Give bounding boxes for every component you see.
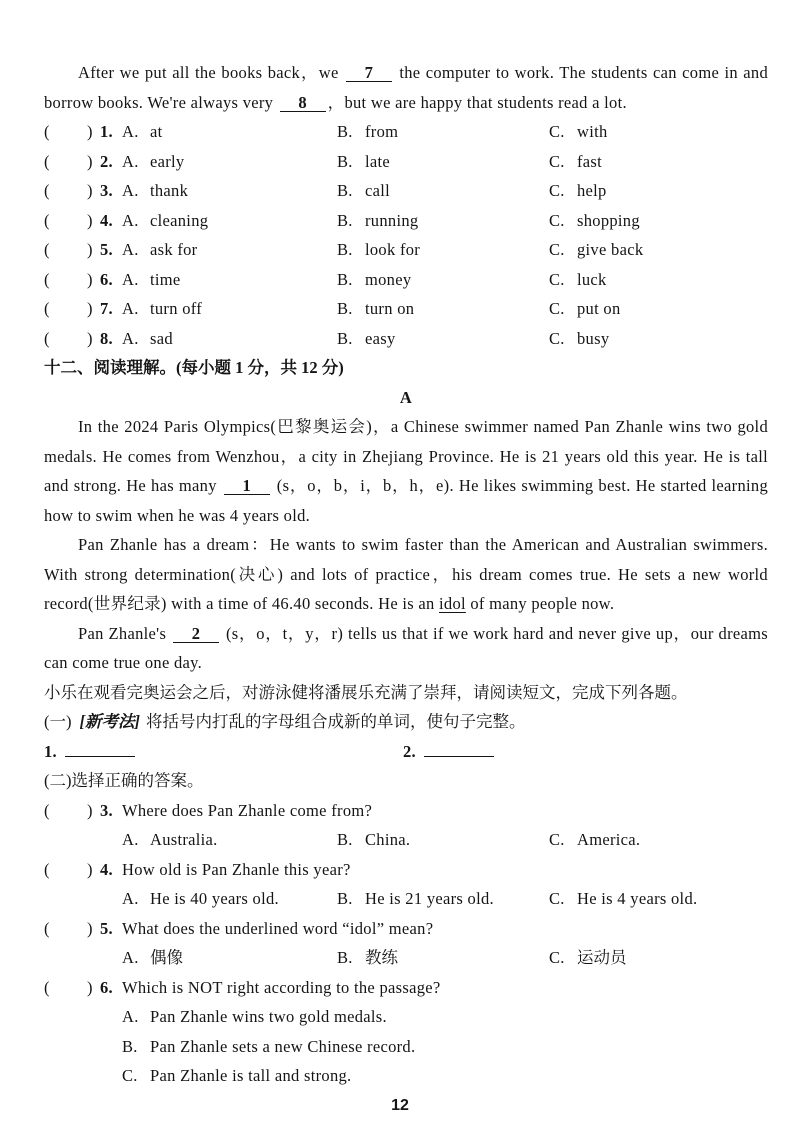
option-b-text: 教练 [365, 948, 398, 967]
answer-paren-close: ) [87, 977, 93, 997]
option-c-text: shopping [577, 210, 640, 230]
answer-paren-open: ( [44, 122, 50, 141]
option-b-label: B. [337, 328, 353, 348]
reading-question-4 [44, 855, 768, 885]
answer-paren-close: ) [87, 240, 93, 259]
option-a-label: A. [122, 122, 139, 141]
passage-paragraph-2 [44, 530, 768, 619]
option-b-label: B. [337, 269, 353, 289]
option-b [337, 206, 418, 236]
option-b-label: B. [337, 240, 353, 259]
option-c-label: C. [549, 889, 565, 908]
option-c-text: fast [577, 151, 603, 171]
option-b-label: B. [122, 1036, 138, 1056]
cloze-question-row-2 [44, 147, 768, 177]
question-number: 6. [100, 269, 113, 289]
reading-question-5-options [44, 943, 768, 973]
answer-paren-open: ( [44, 210, 50, 230]
question-text: What does the underlined word “idol” mean? [122, 918, 434, 938]
question-number: 3. [100, 181, 113, 200]
question-number: 4. [100, 210, 113, 230]
answer-paren-close: ) [87, 151, 93, 171]
cloze-paragraph [44, 58, 768, 117]
blank-1: 1 [224, 477, 270, 495]
option-a [122, 117, 163, 147]
option-c [549, 943, 627, 973]
option-a [122, 206, 208, 236]
reading-question-4-options [44, 884, 768, 914]
passage-label: A [399, 387, 413, 407]
option-b [337, 235, 420, 265]
option-a-label: A. [122, 830, 139, 849]
option-a-label: A. [122, 328, 139, 348]
answer-1-number: 1. [44, 741, 57, 761]
option-b [337, 147, 390, 177]
section-heading: 十二、阅读理解。(每小题 1 分，共 12 分) [44, 358, 344, 377]
option-a-text: 偶像 [150, 948, 183, 967]
option-b-label: B. [337, 151, 353, 171]
cloze-question-row-4 [44, 206, 768, 236]
option-a-text: early [150, 151, 185, 171]
option-b-text: easy [365, 328, 396, 348]
option-a-label: A. [122, 948, 139, 967]
option-b-label: B. [337, 299, 353, 318]
answer-2-line [424, 739, 494, 757]
option-c [549, 117, 608, 147]
option-c-label: C. [549, 181, 565, 200]
blank-7: 7 [346, 64, 392, 82]
option-c-label: C. [549, 328, 565, 348]
answer-paren-open: ( [44, 328, 50, 348]
option-c-text: Pan Zhanle is tall and strong. [150, 1066, 352, 1085]
reading-question-6-option-c [44, 1061, 768, 1091]
cloze-text: After we put all the books back，we [78, 63, 344, 82]
answer-paren-close: ) [87, 122, 93, 141]
option-c [549, 147, 602, 177]
option-c-text: busy [577, 328, 610, 348]
part-1-instruction: 将括号内打乱的字母组合成新的单词，使句子完整。 [146, 712, 526, 731]
option-c-label: C. [549, 269, 565, 289]
option-b-text: running [365, 210, 419, 230]
reading-question-6-option-a [44, 1002, 768, 1032]
answer-paren-open: ( [44, 151, 50, 171]
option-c-text: give back [577, 240, 644, 259]
option-c-label: C. [549, 210, 565, 230]
option-b [337, 117, 398, 147]
page-number: 12 [391, 1097, 409, 1114]
answer-paren-open: ( [44, 859, 50, 879]
option-a-label: A. [122, 181, 139, 200]
option-a [122, 176, 188, 206]
option-a-label: A. [122, 889, 139, 908]
option-a-label: A. [122, 210, 139, 230]
option-c [549, 265, 607, 295]
option-b-text: from [365, 122, 399, 141]
option-b [337, 884, 494, 914]
option-a [122, 1002, 387, 1032]
question-number: 3. [100, 800, 113, 820]
option-a [122, 324, 173, 354]
option-b-text: late [365, 151, 391, 171]
option-b-label: B. [337, 948, 353, 967]
answer-paren-open: ( [44, 181, 50, 200]
answer-1-line [65, 739, 135, 757]
option-a-text: turn off [150, 299, 203, 318]
question-number: 7. [100, 299, 113, 318]
option-a [122, 825, 218, 855]
option-c-label: C. [122, 1066, 138, 1085]
option-b-label: B. [337, 181, 353, 200]
question-number: 4. [100, 859, 113, 879]
answer-paren-close: ) [87, 299, 93, 318]
cloze-question-row-3 [44, 176, 768, 206]
option-a-text: Pan Zhanle wins two gold medals. [150, 1007, 387, 1026]
option-c [549, 825, 640, 855]
passage-paragraph-1 [44, 412, 768, 530]
part-2-instruction-line [44, 766, 768, 796]
answer-paren-open: ( [44, 299, 50, 318]
option-c-text: He is 4 years old. [577, 889, 698, 908]
option-b-label: B. [337, 889, 353, 908]
option-b [337, 176, 390, 206]
option-a-text: thank [150, 181, 189, 200]
option-a-label: A. [122, 299, 139, 318]
option-c [122, 1061, 351, 1091]
option-c-text: luck [577, 269, 607, 289]
answer-1 [44, 737, 135, 767]
option-a-text: He is 40 years old. [150, 889, 279, 908]
option-b-text: Pan Zhanle sets a new Chinese record. [150, 1036, 416, 1056]
answer-paren-close: ) [87, 859, 93, 879]
reading-question-3 [44, 796, 768, 826]
reading-intro: 小乐在观看完奥运会之后，对游泳健将潘展乐充满了崇拜，请阅读短文，完成下列各题。 [44, 682, 688, 702]
part-1-label: (一) [44, 712, 72, 731]
passage-text: Pan Zhanle has a dream：He wants to swim faster than the American and Australian swimmers. With strong determination(决心) and lots of practice，his dream comes true. He sets a new world record(世界纪录) with a time of 46.40 seconds. He is an [44, 535, 768, 613]
answer-2-number: 2. [403, 741, 416, 761]
option-c [549, 884, 697, 914]
question-number: 1. [100, 122, 113, 141]
question-number: 2. [100, 151, 113, 171]
option-a-label: A. [122, 1007, 139, 1026]
cloze-question-row-7 [44, 294, 768, 324]
passage-text: (s，o，t，y，r) tells us that if we work hard and never give up，our dreams can come true one day. [44, 623, 769, 672]
reading-question-6 [44, 973, 768, 1003]
option-b-text: look for [365, 240, 421, 259]
option-b-text: turn on [365, 299, 415, 318]
option-a-text: at [150, 122, 163, 141]
passage-text: (s，o，b，i，b，h，e). He likes swimming best. He started learning how to swim when he was 4 years old. [44, 476, 768, 525]
underlined-word: idol [439, 594, 466, 613]
option-a [122, 235, 197, 265]
option-c [549, 176, 607, 206]
option-b [337, 825, 410, 855]
option-b [337, 943, 398, 973]
option-c-text: 运动员 [577, 948, 627, 967]
new-question-type-tag: [新考法] [79, 712, 140, 731]
option-b [337, 265, 411, 295]
option-b [337, 324, 396, 354]
option-c-label: C. [549, 151, 565, 171]
option-b-label: B. [337, 210, 353, 230]
blank-8: 8 [280, 94, 326, 112]
cloze-question-row-1 [44, 117, 768, 147]
reading-question-6-option-b [44, 1032, 768, 1062]
answer-paren-open: ( [44, 269, 50, 289]
question-text: Which is NOT right according to the passage? [122, 977, 441, 997]
reading-question-3-options [44, 825, 768, 855]
cloze-question-row-5 [44, 235, 768, 265]
fill-answers-row [44, 737, 768, 767]
question-text: How old is Pan Zhanle this year? [122, 859, 351, 879]
option-a-label: A. [122, 151, 139, 171]
answer-paren-open: ( [44, 240, 50, 259]
option-a-label: A. [122, 240, 139, 259]
cloze-question-row-6 [44, 265, 768, 295]
option-b [337, 294, 414, 324]
option-b [122, 1032, 415, 1062]
part-2-instruction: 选择正确的答案。 [71, 771, 204, 790]
answer-paren-open: ( [44, 977, 50, 997]
option-b-text: He is 21 years old. [365, 889, 494, 908]
passage-paragraph-3 [44, 619, 768, 678]
option-c-label: C. [549, 122, 565, 141]
answer-paren-open: ( [44, 918, 50, 938]
question-text: Where does Pan Zhanle come from? [122, 800, 373, 820]
passage-text: In the 2024 Paris Olympics(巴黎奥运会)，a Chinese swimmer named Pan Zhanle wins two gold medals. He comes from Wenzhou，a city in Zhejiang Province. He is 21 years old this year. He is tall and strong. He has many [44, 417, 768, 495]
answer-paren-close: ) [87, 181, 93, 200]
option-b-text: money [365, 269, 412, 289]
option-a [122, 265, 181, 295]
option-c-text: America. [577, 830, 641, 849]
option-b-label: B. [337, 122, 353, 141]
option-c-label: C. [549, 240, 565, 259]
question-number: 5. [100, 918, 113, 938]
answer-paren-close: ) [87, 918, 93, 938]
option-c-label: C. [549, 948, 565, 967]
cloze-text: the computer to work. The students can come in and borrow books. We're always very [44, 63, 768, 112]
option-a-text: sad [150, 328, 173, 348]
answer-paren-close: ) [87, 269, 93, 289]
question-number: 6. [100, 977, 113, 997]
reading-question-5 [44, 914, 768, 944]
cloze-question-row-8 [44, 324, 768, 354]
option-c-text: put on [577, 299, 621, 318]
option-c-text: help [577, 181, 607, 200]
option-a [122, 943, 183, 973]
blank-2: 2 [173, 625, 219, 643]
option-b-text: China. [365, 830, 411, 849]
option-c [549, 324, 609, 354]
option-b-label: B. [337, 830, 353, 849]
answer-paren-close: ) [87, 800, 93, 820]
option-c [549, 294, 621, 324]
option-b-text: call [365, 181, 391, 200]
option-c [549, 206, 640, 236]
question-number: 8. [100, 328, 113, 348]
option-a [122, 147, 184, 177]
passage-text: Pan Zhanle's [78, 623, 172, 643]
question-number: 5. [100, 240, 113, 259]
cloze-text: ，but we are happy that students read a lot. [327, 92, 627, 112]
answer-paren-close: ) [87, 328, 93, 348]
passage-text: of many people now. [465, 594, 615, 613]
answer-paren-close: ) [87, 210, 93, 230]
option-a-text: Australia. [150, 830, 218, 849]
option-a [122, 294, 202, 324]
option-a-label: A. [122, 269, 139, 289]
option-c-label: C. [549, 299, 565, 318]
option-a-text: ask for [150, 240, 198, 259]
option-a-text: time [150, 269, 181, 289]
option-c-label: C. [549, 830, 565, 849]
option-a-text: cleaning [150, 210, 209, 230]
answer-paren-open: ( [44, 800, 50, 820]
part-2-label: (二) [44, 771, 72, 790]
part-1-instruction-line [44, 707, 768, 737]
option-c [549, 235, 643, 265]
option-a [122, 884, 279, 914]
answer-2 [403, 737, 494, 767]
worksheet-page [44, 58, 768, 1091]
option-c-text: with [577, 122, 608, 141]
